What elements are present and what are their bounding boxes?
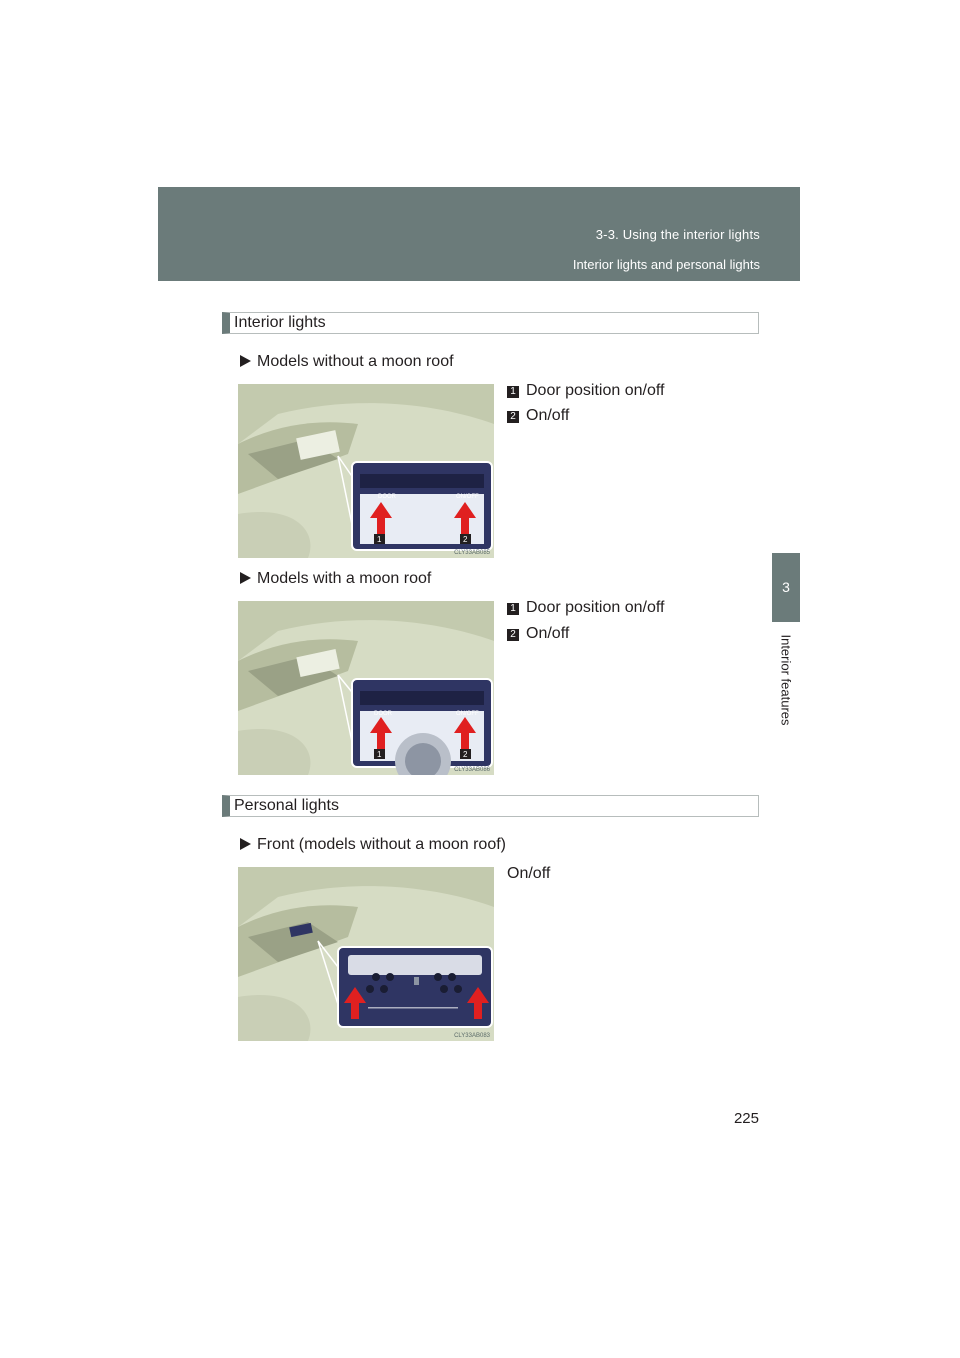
inset-onoff-label: ON/OFF xyxy=(456,494,479,500)
inset-door-label: DOOR xyxy=(374,711,392,717)
callout-number-badge: 2 xyxy=(507,411,519,423)
section-heading-personal-lights: Personal lights xyxy=(222,795,759,817)
photo-code: CLY33AB083 xyxy=(454,1033,490,1039)
triangle-bullet-icon xyxy=(240,838,251,850)
header-subtitle: Interior lights and personal lights xyxy=(572,257,760,272)
photo-personal-lights-front xyxy=(238,867,494,1041)
header-section-title: 3-3. Using the interior lights xyxy=(595,227,760,242)
callout-door-position: 1 Door position on/off xyxy=(507,599,664,617)
inset-door-label: DOOR xyxy=(378,494,396,500)
photo-label-1: 1 xyxy=(377,750,382,759)
triangle-bullet-icon xyxy=(240,355,251,367)
callout-number-badge: 2 xyxy=(507,629,519,641)
photo-label-2: 2 xyxy=(463,535,468,544)
subheading-without-moon-roof: Models without a moon roof xyxy=(240,353,454,371)
callout-on-off: On/off xyxy=(507,865,551,882)
inset-onoff-label: ON/OFF xyxy=(456,711,479,717)
callout-number-badge: 1 xyxy=(507,603,519,615)
callout-on-off: 2 On/off xyxy=(507,625,569,643)
photo-code: CLY33AB086 xyxy=(454,767,490,773)
callout-door-position: 1 Door position on/off xyxy=(507,382,664,400)
triangle-bullet-icon xyxy=(240,572,251,584)
header-band xyxy=(158,187,800,281)
photo-interior-light-no-moon-roof xyxy=(238,384,494,558)
subheading-with-moon-roof: Models with a moon roof xyxy=(240,570,431,588)
section-heading-interior-lights: Interior lights xyxy=(222,312,759,334)
callout-on-off: 2 On/off xyxy=(507,407,569,425)
subheading-front-without-moon-roof: Front (models without a moon roof) xyxy=(240,836,506,854)
page-number: 225 xyxy=(733,1110,759,1127)
chapter-tab[interactable]: 3 xyxy=(772,553,800,622)
callout-number-badge: 1 xyxy=(507,386,519,398)
photo-interior-light-moon-roof xyxy=(238,601,494,775)
photo-label-1: 1 xyxy=(377,535,382,544)
photo-code: CLY33AB085 xyxy=(454,550,490,556)
photo-label-2: 2 xyxy=(463,750,468,759)
